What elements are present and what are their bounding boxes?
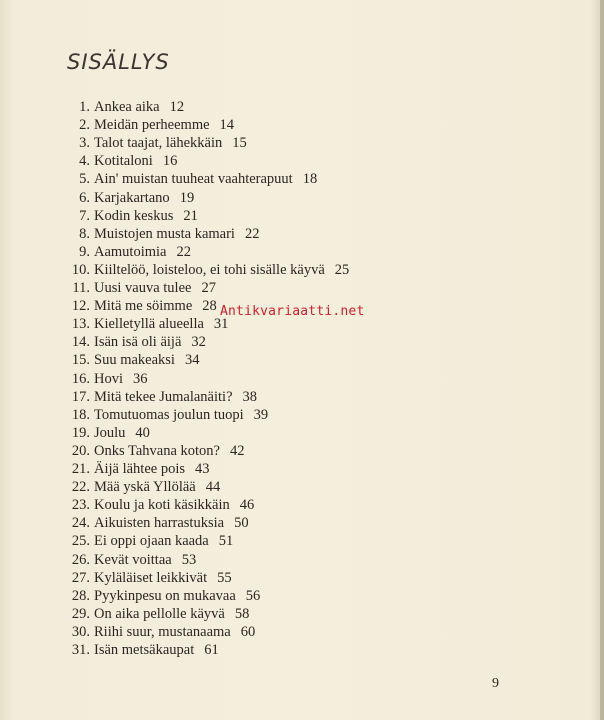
toc-entry-number: 11. [72, 280, 90, 296]
toc-entry-page: 44 [205, 479, 221, 496]
toc-entry-number: 7. [79, 207, 90, 224]
toc-entry-number: 1. [79, 99, 90, 115]
toc-entry-page: 38 [242, 388, 258, 405]
toc-entry [0, 152, 604, 170]
page-title: SISÄLLYS [67, 50, 170, 74]
toc-entry-title-text: Onks Tahvana koton? [94, 442, 220, 459]
toc-entry-title [94, 641, 219, 659]
toc-entry-title [94, 623, 255, 641]
toc-entry [0, 333, 604, 351]
toc-entry-page: 46 [239, 497, 255, 514]
toc-entry-page: 31 [213, 316, 229, 333]
toc-entry-title [94, 333, 206, 351]
toc-entry-title-text: Isän isä oli äijä [94, 334, 182, 351]
toc-entry [0, 569, 604, 587]
toc-entry-title [94, 569, 232, 587]
toc-entry-number: 26. [71, 551, 90, 568]
toc-entry-title [94, 514, 249, 532]
toc-entry-page: 55 [217, 569, 232, 586]
toc-entry-number: 25. [71, 533, 90, 550]
toc-entry-title [94, 315, 228, 333]
toc-entry-title-text: Suu makeaksi [94, 352, 175, 369]
toc-entry-number: 22. [71, 479, 90, 496]
toc-entry-title [94, 207, 198, 225]
toc-entry-title-text: Mitä me söimme [94, 298, 193, 315]
toc-entry-title-text: Meidän perheemme [94, 117, 210, 134]
toc-entry [0, 514, 604, 532]
toc-entry-title [94, 116, 234, 134]
toc-entry [0, 98, 604, 116]
toc-entry-title-text: Riihi suur, mustanaama [94, 623, 231, 640]
toc-entry [0, 424, 604, 442]
toc-entry [0, 370, 604, 388]
toc-entry-page: 32 [191, 334, 206, 351]
toc-entry-title [94, 370, 148, 388]
toc-entry-title [94, 170, 317, 188]
toc-entry-number: 15. [71, 352, 90, 369]
toc-entry-page: 28 [202, 298, 217, 315]
toc-entry-title [94, 189, 194, 207]
toc-entry-page: 50 [234, 515, 249, 532]
toc-entry-number: 16. [71, 370, 90, 387]
toc-entry-number: 21. [71, 461, 90, 477]
toc-entry-title [94, 478, 220, 496]
toc-entry-title [94, 551, 196, 569]
toc-entry-page: 18 [302, 171, 318, 188]
toc-entry-number: 3. [79, 135, 90, 152]
toc-entry-title-text: Kielletyllä alueella [94, 316, 204, 333]
toc-entry-number: 27. [71, 569, 90, 586]
toc-entry [0, 551, 604, 569]
toc-entry-number: 8. [79, 225, 90, 242]
toc-entry-number: 4. [79, 153, 90, 170]
toc-entry-title-text: Mitä tekee Jumalanäiti? [94, 388, 233, 405]
toc-entry [0, 170, 604, 188]
toc-entry [0, 388, 604, 406]
toc-entry-title [94, 351, 199, 369]
toc-entry-title [94, 134, 247, 152]
toc-entry-number: 9. [79, 243, 90, 260]
toc-entry-page: 53 [181, 551, 197, 568]
toc-entry-page: 43 [195, 461, 210, 477]
toc-entry-page: 27 [201, 280, 216, 296]
toc-entry-number: 12. [71, 298, 90, 315]
toc-entry-title [94, 279, 216, 297]
toc-entry-title-text: Hovi [94, 370, 123, 387]
toc-entry-title-text: Kotitaloni [94, 153, 153, 170]
toc-entry-title [94, 243, 191, 261]
toc-entry-title-text: On aika pellolle käyvä [94, 605, 225, 622]
toc-entry-title-text: Muistojen musta kamari [94, 225, 235, 242]
toc-entry-page: 40 [135, 424, 150, 441]
toc-entry-title-text: Joulu [94, 424, 126, 441]
toc-entry [0, 243, 604, 261]
toc-entry-page: 56 [245, 587, 261, 604]
toc-entry [0, 532, 604, 550]
toc-entry-title [94, 388, 257, 406]
toc-entry-title [94, 587, 260, 605]
toc-entry-title [94, 261, 349, 279]
toc-entry-number: 2. [79, 117, 90, 134]
toc-entry-title-text: Uusi vauva tulee [94, 280, 192, 296]
toc-entry-title [94, 406, 268, 424]
toc-entry-title-text: Talot taajat, lähekkäin [94, 135, 223, 152]
toc-entry-page: 51 [218, 533, 234, 550]
watermark: Antikvariaatti.net [220, 304, 365, 319]
toc-entry-title-text: Isän metsäkaupat [94, 642, 195, 658]
toc-entry-title-text: Ei oppi ojaan kaada [94, 533, 209, 550]
toc-entry-page: 34 [184, 352, 200, 369]
toc-entry-title [94, 225, 259, 243]
toc-entry-title-text: Kiiltelöö, loisteloo, ei tohi sisälle käyvä [94, 261, 325, 278]
toc-entry-page: 61 [204, 642, 219, 658]
toc-entry-number: 6. [79, 189, 90, 206]
toc-entry-title [94, 496, 254, 514]
toc-entry-number: 29. [71, 605, 90, 622]
toc-entry [0, 225, 604, 243]
toc-entry-page: 25 [334, 261, 350, 278]
toc-entry-page: 39 [253, 406, 269, 423]
toc-entry-title [94, 297, 217, 315]
toc-entry-page: 36 [133, 370, 148, 387]
toc-entry-page: 19 [179, 189, 195, 206]
page-number: 9 [492, 676, 499, 691]
toc-entry [0, 134, 604, 152]
toc-entry-title-text: Äijä lähtee pois [94, 461, 186, 477]
toc-entry-page: 22 [176, 243, 191, 260]
toc-entry-title [94, 98, 184, 116]
toc-entry [0, 279, 604, 297]
toc-entry-number: 31. [71, 642, 90, 658]
toc-entry-page: 15 [232, 135, 247, 152]
toc-entry [0, 116, 604, 134]
toc-entry-page: 60 [240, 623, 256, 640]
toc-entry-title [94, 152, 177, 170]
toc-entry-title-text: Karjakartano [94, 189, 170, 206]
toc-entry-page: 14 [219, 117, 235, 134]
toc-entry-title [94, 460, 210, 478]
toc-entry-title-text: Aikuisten harrastuksia [94, 515, 225, 532]
toc-entry-title [94, 442, 244, 460]
toc-entry [0, 207, 604, 225]
toc-entry [0, 189, 604, 207]
toc-entry-page: 42 [229, 442, 245, 459]
toc-entry-number: 14. [71, 334, 90, 351]
toc-entry-number: 17. [71, 388, 90, 405]
toc-entry [0, 605, 604, 623]
toc-entry-number: 30. [71, 623, 90, 640]
toc-entry-number: 5. [79, 171, 90, 188]
toc-entry [0, 442, 604, 460]
toc-entry-title [94, 424, 150, 442]
toc-entry [0, 406, 604, 424]
toc-entry [0, 478, 604, 496]
toc-entry [0, 587, 604, 605]
toc-entry [0, 460, 604, 478]
toc-entry-title-text: Koulu ja koti käsikkäin [94, 497, 230, 514]
toc-entry-number: 20. [71, 442, 90, 459]
toc-entry-title [94, 532, 233, 550]
toc-entry-title-text: Aamutoimia [94, 243, 167, 260]
toc-entry-number: 10. [71, 261, 90, 278]
toc-entry-title-text: Pyykinpesu on mukavaa [94, 587, 236, 604]
toc-entry-number: 28. [71, 587, 90, 604]
toc-entry [0, 641, 604, 659]
toc-entry-page: 22 [244, 225, 260, 242]
toc-entry-number: 19. [71, 424, 90, 441]
toc-entry-page: 12 [169, 99, 185, 115]
toc-entry [0, 623, 604, 641]
toc-entry-title-text: Ankea aika [94, 99, 160, 115]
toc-entry-title-text: Kevät voittaa [94, 551, 172, 568]
toc-entry [0, 351, 604, 369]
toc-entry-number: 13. [71, 316, 90, 333]
toc-entry-page: 21 [183, 207, 198, 224]
toc-entry-number: 23. [71, 497, 90, 514]
toc-entry [0, 261, 604, 279]
toc-entry [0, 496, 604, 514]
toc-entry-title-text: Mää yskä Yllölää [94, 479, 196, 496]
toc-entry-title-text: Tomutuomas joulun tuopi [94, 406, 244, 423]
toc-entry-title-text: Kodin keskus [94, 207, 174, 224]
toc-entry-title [94, 605, 249, 623]
toc-entry-title-text: Kyläläiset leikkivät [94, 569, 208, 586]
toc-entry-number: 18. [71, 406, 90, 423]
toc-entry-page: 58 [234, 605, 250, 622]
toc-entry-title-text: Ain' muistan tuuheat vaahterapuut [94, 171, 293, 188]
toc-entry-page: 16 [162, 153, 178, 170]
toc-entry-number: 24. [71, 515, 90, 532]
